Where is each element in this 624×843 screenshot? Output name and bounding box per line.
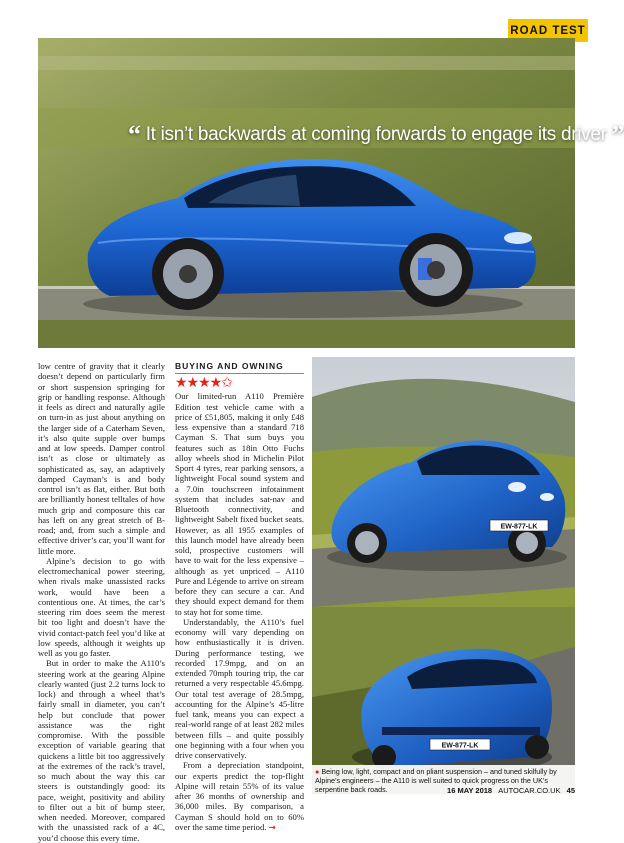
- body-paragraph: Our limited-run A110 Première Edition test vehicle came with a price of £51,805, making it only £48 less expensive than a standard 718 Cayman S. That sum buys you features such as 18in Otto Fuchs alloy wheels shod in Michelin Pilot Sport 4 tyres, rear parking sensors, a lightweight Focal sound system and a 7.0in touchscreen infotainment system that includes sat-nav and Bluetooth connectivity, and lightweight Sabelt fixed bucket seats. However, as all 1955 examples of this launch model have already been sold, prospective customers will have to wait for the less expensive – although as yet unpriced – A110 Pure and Légende to arrive on stream before they can secure a car. And they should expect demand for them to stay hot for some time.: [175, 391, 304, 617]
- section-heading: BUYING AND OWNING: [175, 361, 304, 374]
- body-column-1: [38, 361, 165, 843]
- issue-date: 16 MAY 2018: [447, 786, 493, 795]
- page-footer: [447, 786, 575, 795]
- section-tag: ROAD TEST: [508, 19, 588, 42]
- body-paragraph: But in order to make the A110’s steering work at the gearing Alpine clearly wanted (just 2.2 turns lock to lock) and through a wheel that’s fairly small in diameter, you can’t help but conclude that power assistance was the right compromise. With the possible exception of variable gearing that quickens a little bit too aggressively at the extremes of the rack’s travel, so much about the way this car steers is outstandingly good: its pace, weight, positivity and ability to filter out a bit of bump steer, when needed. Moreover, compared with the unassisted rack of a 4C, you’d choose this every time.: [38, 658, 165, 843]
- pull-quote: [128, 120, 624, 150]
- rear-license-plate: EW-877-LK: [441, 742, 479, 750]
- open-quote-icon: “: [128, 120, 141, 149]
- star-rating-icon: ★★★★✩: [175, 376, 232, 392]
- page-number: 45: [566, 786, 575, 795]
- hero-photo: [38, 38, 624, 348]
- close-quote-icon: ”: [611, 120, 624, 149]
- body-paragraph-text: From a depreciation standpoint, our experts predict the top-flight Alpine will retain 55% of its value after 36 months of ownership and 36,000 miles. By comparison, a Cayman S should hold on to 60% over the same time period.: [175, 760, 304, 832]
- caption-text: Being low, light, compact and on pliant suspension – and tuned skilfully by Alpine’s engineers – the A110 is well suited to quick progress on the UK’s serpentine back roads.: [315, 767, 557, 794]
- continue-arrow-icon: →: [268, 822, 276, 833]
- pull-quote-text: It isn’t backwards at coming forwards to engage its driver: [145, 124, 607, 145]
- buying-owning-column: [175, 361, 304, 833]
- front-license-plate: EW-877-LK: [500, 523, 538, 531]
- body-paragraph: Alpine’s decision to go with electromechanical power steering, when rivals make unassisted racks work, would have been a contentious one. At times, the car’s steering rim does seem the merest bit too light and doesn’t have the vivid contact-patch feel you’d like at low speeds, although it weights up well as you go faster.: [38, 555, 165, 658]
- caption-bullet-icon: ●: [315, 767, 320, 776]
- body-paragraph: [175, 760, 304, 833]
- footer-site: AUTOCAR.CO.UK: [498, 786, 561, 795]
- car-front-photo: [312, 357, 575, 607]
- body-paragraph: low centre of gravity that it clearly doesn’t depend on particularly firm or short suspension springing for grip or handling response. Although it feels as direct and naturally agile on turn-in as just about anything on the larger side of a Caterham Seven, it’s also quite supple over bumps and at low speeds. Damper control isn’t as close or ultimately as sophisticated as, say, an adaptively damped Cayman’s is and body control isn’t as flat, either. But both are brilliantly honest telltales of how much grip and composure this car has left on any great stretch of B-road; and, from such a simple and effective driver’s car, you’ll want for little more.: [38, 361, 165, 556]
- body-paragraph: Understandably, the A110’s fuel economy will vary depending on how enthusiastically it is driven. During performance testing, we recorded 17.9mpg, and on an extended 70mph touring trip, the car returned a very respectable 45.6mpg. Our total test average of 28.5mpg, accounting for the Alpine’s 45-litre fuel tank, means you can expect a real-world range of at least 282 miles between fills – and quite possibly one beginning with a four when you drive conservatively.: [175, 616, 304, 760]
